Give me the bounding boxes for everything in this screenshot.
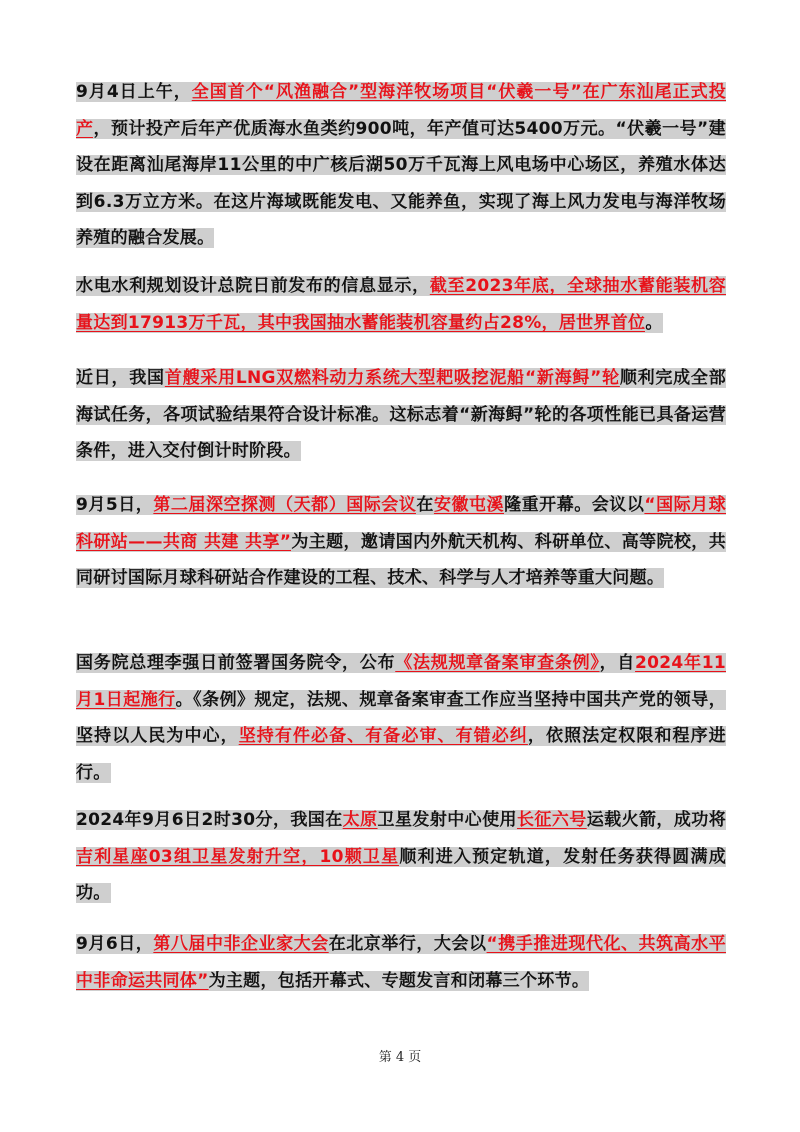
body-text: 卫星发射中心使用 — [377, 810, 517, 830]
news-paragraph-6 — [76, 802, 726, 912]
body-text: 。《条例》规定，法规、规章备案审查工作应当坚持中国共产党的领导，坚持以人民为中心， — [76, 689, 726, 746]
body-text: 顺利完成全部海试任务，各项试验结果符合设计标准。这标志着“新海鲟”轮的各项性能已具备运营条件，进入交付倒计时阶段。 — [76, 368, 726, 461]
body-text: 为主题，包括开幕式、专题发言和闭幕三个环节。 — [208, 970, 590, 991]
highlighted-text: 截至2023年底，全球抽水蓄能装机容量达到17913万千瓦，其中我国抽水蓄能装机容量约占28%，居世界首位 — [76, 276, 726, 333]
page-number: 第 4 页 — [378, 1050, 422, 1065]
highlighted-text: 《法规规章备案审查条例》 — [395, 653, 600, 673]
body-text: 在 — [416, 495, 434, 515]
news-paragraph-3 — [76, 360, 726, 470]
highlighted-text: 长征六号 — [516, 810, 587, 830]
highlighted-text: 全国首个“风渔融合”型海洋牧场项目“伏羲一号”在广东汕尾正式投产 — [76, 82, 726, 139]
news-paragraph-1 — [76, 74, 726, 257]
highlighted-text: 坚持有件必备、有备必审、有错必纠 — [238, 726, 528, 746]
body-text: ，依照法定权限和程序进行。 — [76, 726, 726, 783]
body-text: 近日，我国 — [76, 368, 165, 388]
highlighted-text: 太原 — [342, 810, 378, 830]
body-text: 2024年9月6日2时30分，我国在 — [76, 810, 343, 830]
highlighted-text: 首艘采用LNG双燃料动力系统大型耙吸挖泥船“新海鲟”轮 — [164, 368, 620, 388]
body-text: 。 — [645, 312, 663, 333]
body-text: 顺利进入预定轨道，发射任务获得圆满成功。 — [76, 846, 727, 903]
body-text: 9月4日上午， — [76, 82, 192, 102]
body-text: 运载火箭，成功将 — [586, 810, 726, 830]
highlighted-text: 安徽屯溪 — [433, 495, 505, 515]
body-text: ，自 — [599, 653, 636, 673]
news-paragraph-5 — [76, 645, 726, 791]
body-text: 在北京举行，大会以 — [328, 934, 487, 954]
body-text: 9月5日， — [76, 495, 154, 515]
body-text: 国务院总理李强日前签署国务院令，公布 — [76, 653, 396, 673]
body-text: 9月6日， — [76, 934, 154, 954]
highlighted-text: “携手推进现代化、共筑高水平中非命运共同体” — [76, 934, 726, 991]
highlighted-text: “国际月球科研站——共商 共建 共享” — [76, 495, 727, 552]
news-paragraph-7 — [76, 926, 726, 999]
highlighted-text: 2024年11月1日起施行 — [76, 653, 726, 710]
body-text: 为主题，邀请国内外航天机构、科研单位、高等院校，共同研讨国际月球科研站合作建设的工程、技术、科学与人才培养等重大问题。 — [76, 531, 726, 588]
highlighted-text: 吉利星座03组卫星发射升空，10颗卫星 — [76, 846, 400, 867]
body-text: ，预计投产后年产优质海水鱼类约900吨，年产值可达5400万元。“伏羲一号”建设在距离汕尾海岸11公里的中广核后湖50万千瓦海上风电场中心场区，养殖水体达到6.3万立方米。在这片海域既能发电、又能养鱼，实现了海上风力发电与海洋牧场养殖的融合发展。 — [76, 118, 726, 248]
highlighted-text: 第八届中非企业家大会 — [153, 934, 329, 954]
highlighted-text: 第二届深空探测（天都）国际会议 — [153, 495, 417, 515]
body-text: 水电水利规划设计总院日前发布的信息显示， — [76, 276, 430, 296]
body-text: 隆重开幕。会议以 — [504, 495, 645, 515]
news-paragraph-4 — [76, 487, 726, 597]
news-paragraph-2 — [76, 268, 726, 341]
